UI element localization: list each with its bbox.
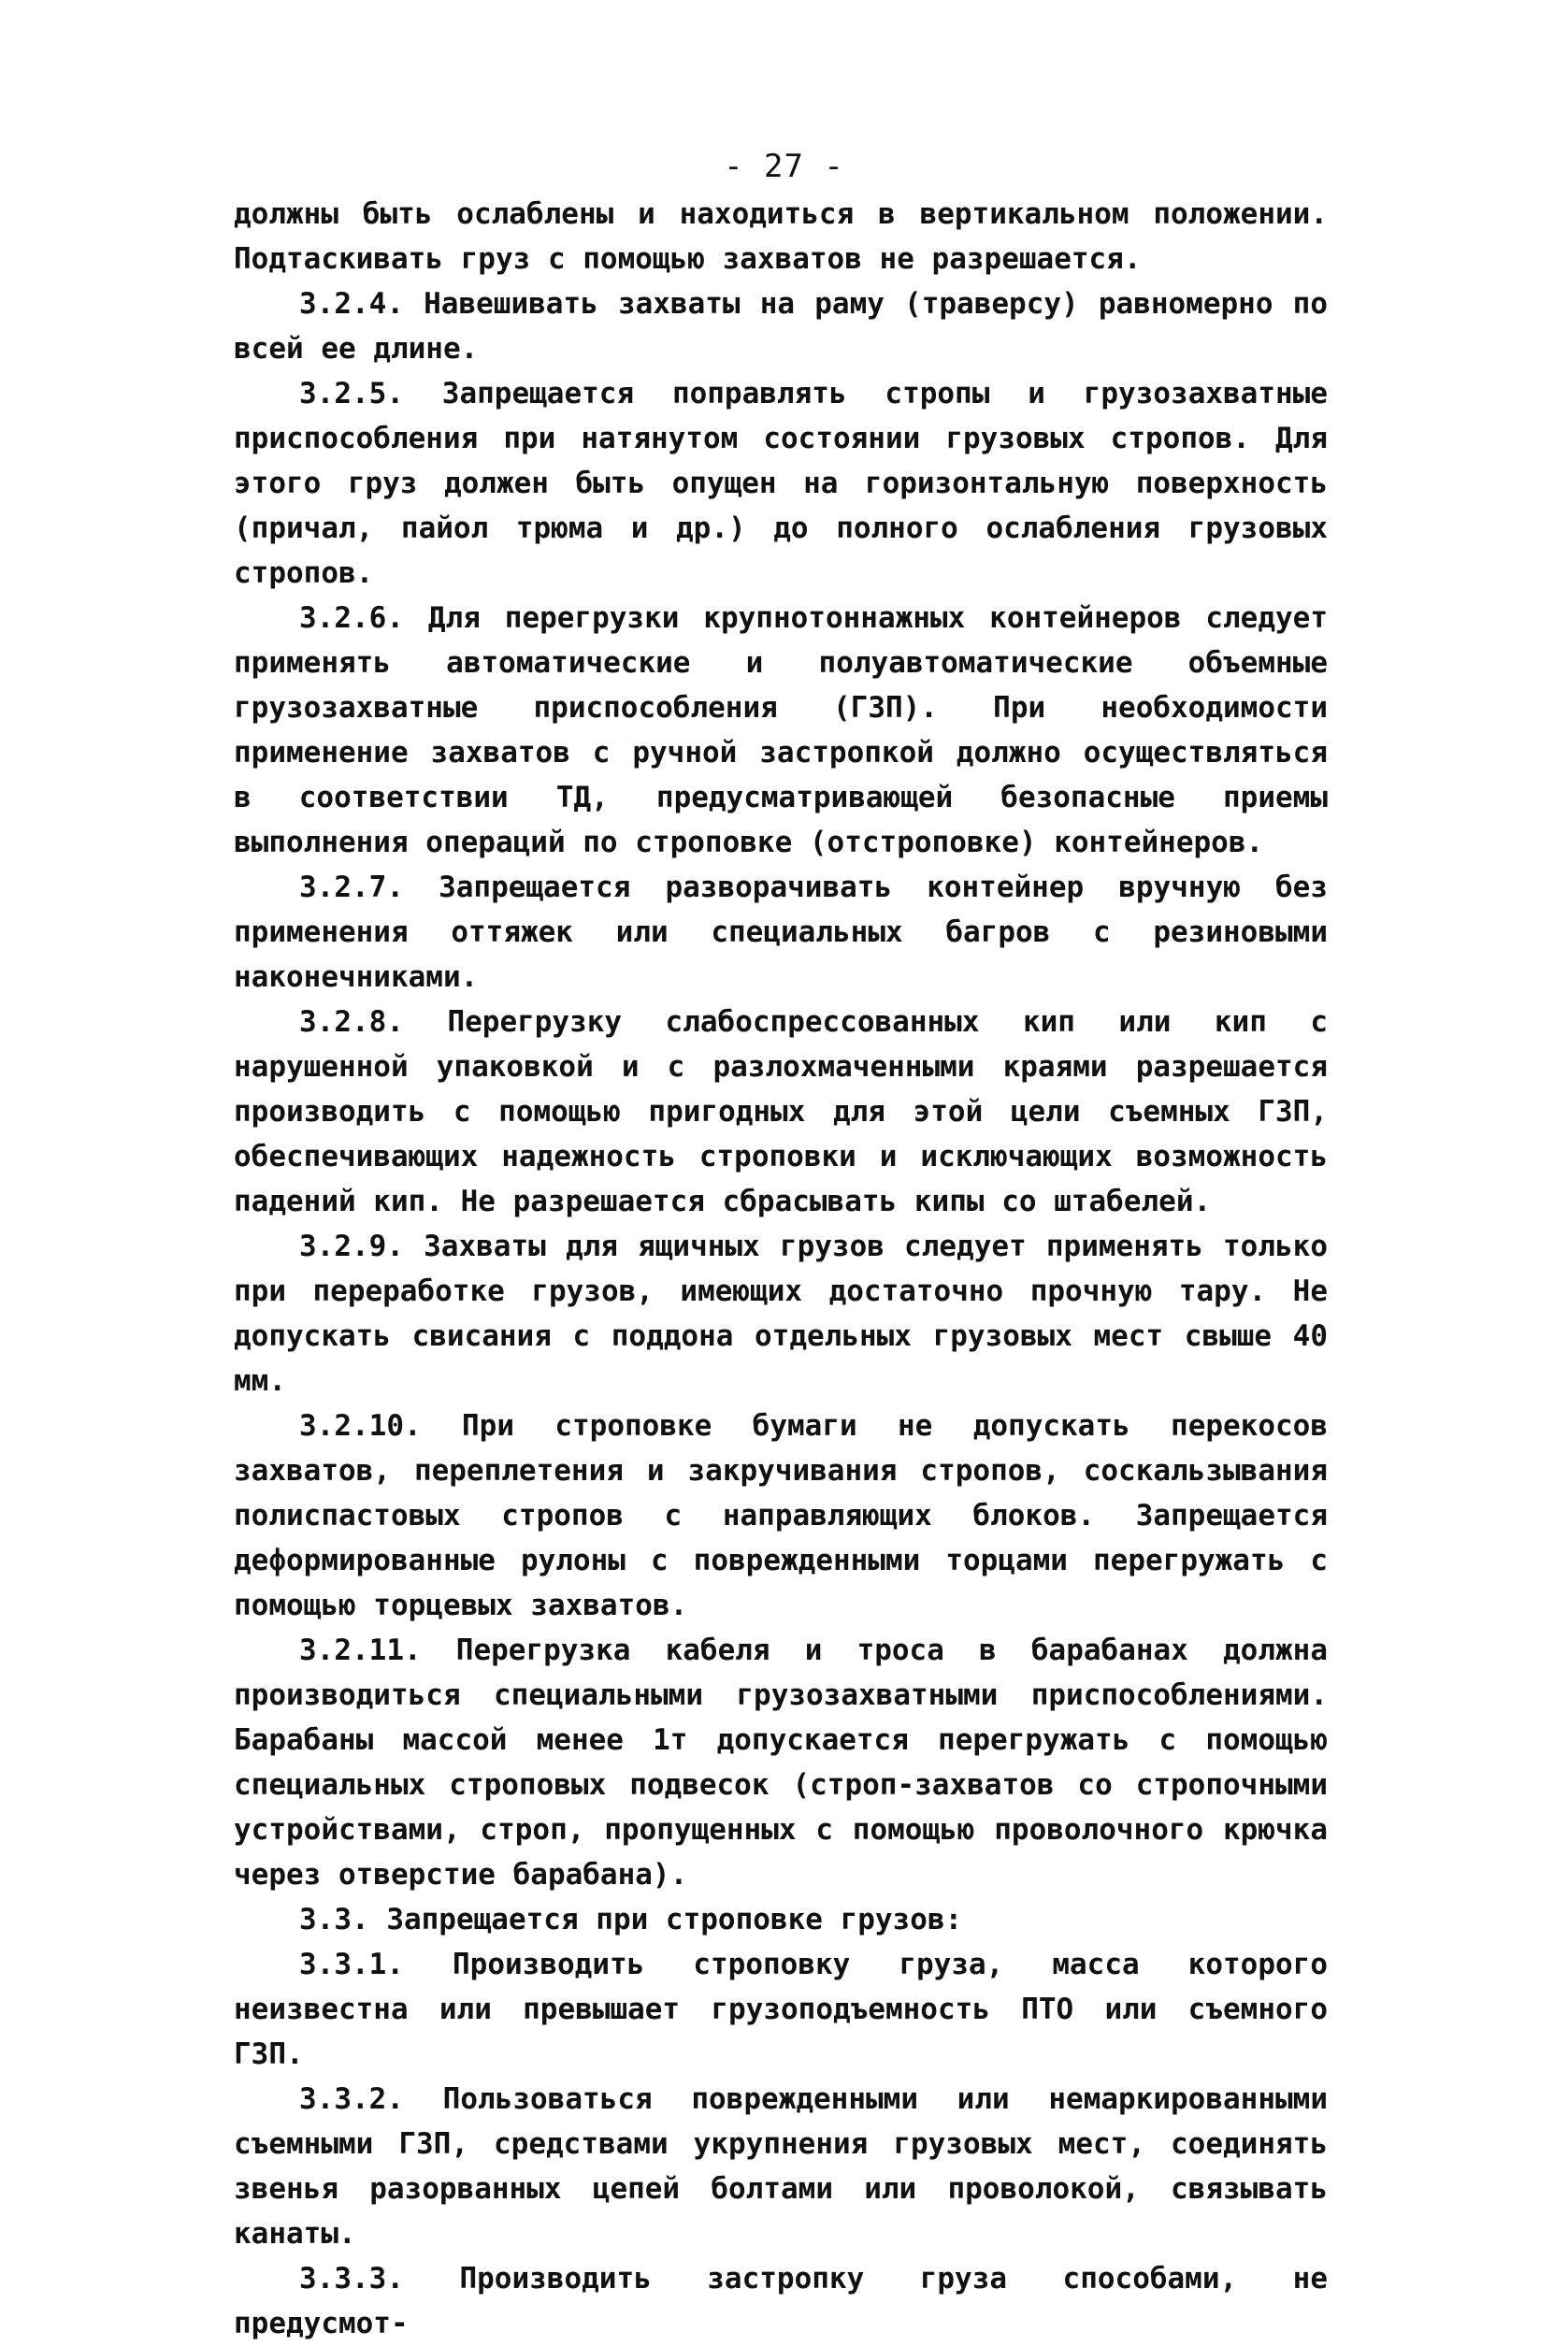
paragraph: 3.3.1. Производить строповку груза, масса которого неизвестна или превышает грузоподъемность ПТО или съемного ГЗП.	[234, 1948, 1328, 2071]
paragraph: 3.2.4. Навешивать захваты на раму (траверсу) равномерно по всей ее длине.	[234, 287, 1328, 366]
paragraph: 3.3.3. Производить застропку груза способами, не предусмот-	[234, 2262, 1328, 2340]
paragraph: 3.2.6. Для перегрузки крупнотоннажных контейнеров следует применять автоматические и полуавтоматические объемные грузозахватные приспособления (ГЗП). При необходимости применение захватов с ручной застропкой должно осуществляться в соответствии ТД, предусматривающей безопасные приемы выполнения операций по строповке (отстроповке) контейнеров.	[234, 601, 1328, 859]
paragraph: 3.3. Запрещается при строповке грузов:	[299, 1903, 963, 1936]
page-number: - 27 -	[724, 148, 844, 185]
paragraph: 3.2.7. Запрещается разворачивать контейнер вручную без применения оттяжек или специальных багров с резиновыми наконечниками.	[234, 871, 1328, 994]
paragraph: должны быть ослаблены и находиться в вертикальном положении. Подтаскивать груз с помощью захватов не разрешается.	[234, 197, 1328, 276]
paragraph: 3.2.5. Запрещается поправлять стропы и грузозахватные приспособления при натянутом состоянии грузовых стропов. Для этого груз должен быть опущен на горизонтальную поверхность (причал, пайол трюма и др.) до полного ослабления грузовых стропов.	[234, 377, 1328, 590]
paragraph: 3.2.9. Захваты для ящичных грузов следует применять только при переработке грузов, имеющих достаточно прочную тару. Не допускать свисания с поддона отдельных грузовых мест свыше 40 мм.	[234, 1230, 1328, 1398]
body-text	[234, 192, 1328, 2346]
paragraph: 3.3.2. Пользоваться поврежденными или немаркированными съемными ГЗП, средствами укрупнения грузовых мест, соединять звенья разорванных цепей болтами или проволокой, связывать канаты.	[234, 2082, 1328, 2251]
paragraph: 3.2.11. Перегрузка кабеля и троса в барабанах должна производиться специальными грузозахватными приспособлениями. Барабаны массой менее 1т допускается перегружать с помощью специальных строповых подвесок (строп-захватов со стропочными устройствами, строп, пропущенных с помощью проволочного крючка через отверстие барабана).	[234, 1634, 1328, 1892]
paragraph: 3.2.8. Перегрузку слабоспрессованных кип или кип с нарушенной упаковкой и с разлохмаченными краями разрешается производить с помощью пригодных для этой цели съемных ГЗП, обеспечивающих надежность строповки и исключающих возможность падений кип. Не разрешается сбрасывать кипы со штабелей.	[234, 1005, 1328, 1218]
paragraph: 3.2.10. При строповке бумаги не допускать перекосов захватов, переплетения и закручивания стропов, соскальзывания полиспастовых стропов с направляющих блоков. Запрещается деформированные рулоны с поврежденными торцами перегружать с помощью торцевых захватов.	[234, 1409, 1328, 1622]
